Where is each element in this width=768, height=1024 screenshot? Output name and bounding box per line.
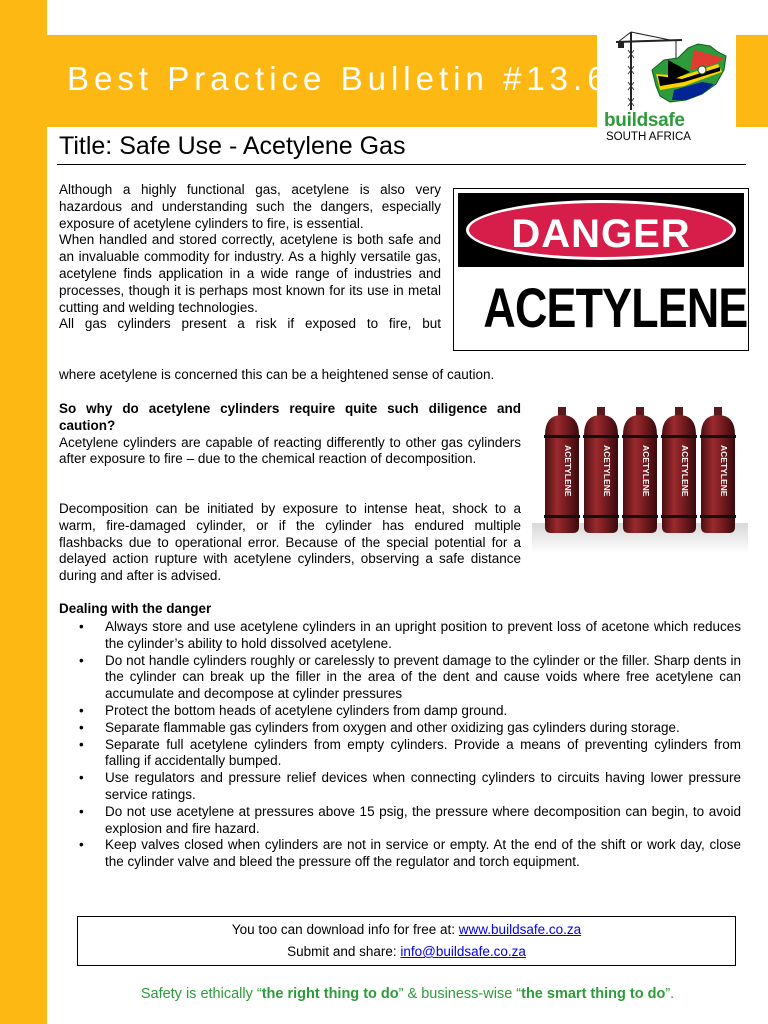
dealing-bullet-list: [77, 619, 741, 871]
footer-part-1: Safety is ethically “: [140, 986, 262, 1002]
question-section: [59, 401, 521, 468]
south-africa-map-icon: [652, 44, 726, 102]
list-item-text: Do not handle cylinders roughly or carelessly to prevent damage to the cylinder or the filler. Sharp dents in the cylinder can break up the filler in the area of the dent and cause voids where free acetylene can accumulate and decompose at cylinder pressures: [105, 652, 741, 702]
bullet-icon: •: [79, 652, 84, 668]
intro-paragraph-3: All gas cylinders present a risk if exposed to fire, but: [59, 316, 441, 332]
acetylene-cylinders-image: [532, 405, 748, 553]
cylinder-1: [544, 407, 580, 533]
cylinder-label: ACETYLENE: [680, 445, 690, 497]
danger-oval: [466, 200, 736, 260]
footer-slogan: [47, 986, 768, 1002]
left-accent-bar: [0, 0, 47, 1024]
logo-graphic: [598, 30, 734, 114]
acetylene-word: ACETYLENE: [483, 276, 748, 339]
submit-line: [78, 944, 735, 959]
danger-header: [458, 193, 744, 267]
intro-paragraph-1: Although a highly functional gas, acetylene is also very hazardous and understanding such the dangers, especially exposure of acetylene cylinders to fire, is essential.: [59, 182, 441, 231]
cylinder-label: ACETYLENE: [719, 445, 729, 497]
list-item: [77, 703, 741, 720]
cylinder-5: [700, 407, 736, 533]
logo-subtitle: SOUTH AFRICA: [606, 131, 691, 143]
right-accent-bar: [736, 35, 768, 127]
footer-part-3: ”.: [665, 986, 675, 1002]
footer-bold-2: the smart thing to do: [521, 986, 666, 1002]
intro-paragraph-3-continued: where acetylene is concerned this can be a heightened sense of caution.: [59, 367, 495, 382]
list-item: [77, 737, 741, 771]
question-heading: So why do acetylene cylinders require quite such diligence and caution?: [59, 401, 521, 433]
footer-bold-1: the right thing to do: [261, 986, 399, 1002]
cylinder-label: ACETYLENE: [602, 445, 612, 497]
footer-part-2: ” & business-wise “: [398, 986, 522, 1002]
danger-word: DANGER: [511, 212, 691, 256]
dealing-heading: Dealing with the danger: [59, 601, 212, 616]
buildsafe-logo: [598, 30, 734, 148]
list-item-text: Always store and use acetylene cylinders in an upright position to prevent loss of acetone which reduces the cylinder’s ability to hold dissolved acetylene.: [105, 619, 741, 651]
list-item-text: Keep valves closed when cylinders are not in service or empty. At the end of the shift or work day, close the cylinder valve and bleed the pressure off the regulator and torch equipment.: [105, 837, 741, 870]
submit-text: Submit and share:: [287, 944, 401, 959]
cylinder-4: [661, 407, 697, 533]
email-link[interactable]: info@buildsafe.co.za: [400, 944, 526, 959]
logo-wordmark: buildsafe: [604, 110, 685, 131]
bullet-icon: •: [79, 803, 84, 819]
danger-acetylene-sign: [453, 188, 749, 351]
bullet-icon: •: [79, 619, 84, 634]
intro-section: [59, 182, 441, 333]
intro-paragraph-2: When handled and stored correctly, acetylene is both safe and an invaluable commodity for industry. As a highly versatile gas, acetylene finds application in a wide range of industries and processes, though it is perhaps most known for its use in metal cutting and welding technologies.: [59, 232, 441, 315]
list-item-text: Separate full acetylene cylinders from empty cylinders. Provide a means of preventing cylinders from falling if accidentally bumped.: [105, 736, 741, 769]
list-item-text: Separate flammable gas cylinders from oxygen and other oxidizing gas cylinders during storage.: [105, 719, 680, 735]
cylinder-2: [583, 407, 619, 533]
bullet-icon: •: [79, 837, 84, 853]
decomposition-paragraph: Decomposition can be initiated by exposure to intense heat, shock to a warm, fire-damaged cylinder, or if the cylinder has endured multiple flashbacks due to operational error. Because of the special potential for a delayed action rupture with acetylene cylinders, observing a safe distance during and after is advised.: [59, 501, 521, 584]
list-item: [77, 653, 741, 703]
question-body: Acetylene cylinders are capable of reacting differently to other gas cylinders after exposure to fire – due to the chemical reaction of decomposition.: [59, 434, 521, 467]
cylinder-3: [622, 407, 658, 533]
website-link[interactable]: www.buildsafe.co.za: [458, 922, 582, 937]
bullet-icon: •: [79, 736, 84, 752]
bullet-icon: •: [79, 702, 84, 718]
list-item: [77, 770, 741, 804]
list-item: [77, 804, 741, 838]
title-divider: [57, 164, 746, 165]
list-item: [77, 837, 741, 871]
list-item-text: Use regulators and pressure relief devices when connecting cylinders to circuits having lower pressure service ratings.: [105, 770, 741, 802]
download-text: You too can download info for free at:: [231, 922, 459, 937]
cylinder-label: ACETYLENE: [641, 445, 651, 497]
list-item-text: Protect the bottom heads of acetylene cylinders from damp ground.: [105, 702, 508, 718]
list-item: [77, 720, 741, 737]
bulletin-title: Best Practice Bulletin #13.67: [67, 60, 634, 97]
bullet-icon: •: [79, 719, 84, 735]
download-line: [78, 922, 735, 937]
list-item: [77, 619, 741, 653]
download-info-box: [77, 916, 736, 966]
list-item-text: Do not use acetylene at pressures above 15 psig, the pressure where decomposition can begin, to avoid explosion and fire hazard.: [105, 803, 741, 836]
document-title: Title: Safe Use - Acetylene Gas: [59, 132, 406, 160]
cylinder-label: ACETYLENE: [563, 445, 573, 497]
bullet-icon: •: [79, 770, 84, 786]
